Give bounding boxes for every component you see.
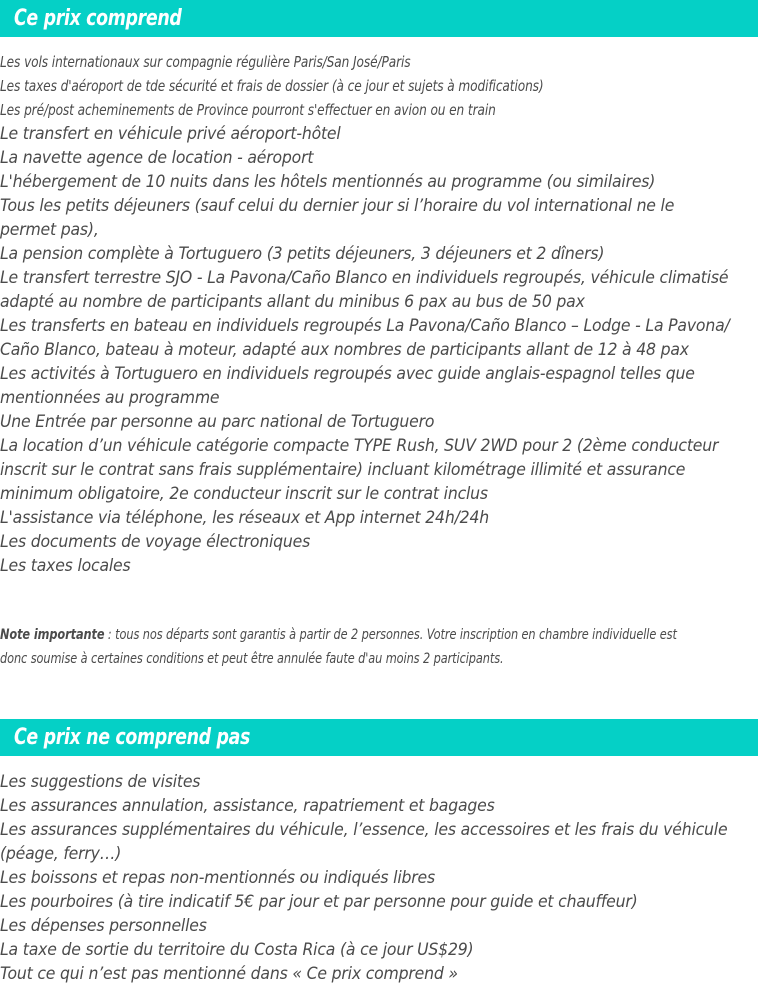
list-item: Le transfert terrestre SJO - La Pavona/Caño Blanco en individuels regroupés, véhicule climatisé [0, 268, 729, 287]
list-item: mentionnées au programme [0, 388, 220, 407]
section-header-excluded [0, 719, 758, 756]
list-item: Les activités à Tortuguero en individuels regroupés avec guide anglais-espagnol telles que [0, 364, 695, 383]
list-item: Les boissons et repas non-mentionnés ou indiqués libres [0, 868, 435, 887]
list-item: Les vols internationaux sur compagnie régulière Paris/San José/Paris [0, 53, 411, 71]
included-items-list [0, 50, 758, 578]
important-note [0, 623, 758, 671]
list-item: adapté au nombre de participants allant du minibus 6 pax au bus de 50 pax [0, 292, 585, 311]
list-item: Les assurances supplémentaires du véhicule, l’essence, les accessoires et les frais du véhicule [0, 820, 728, 839]
section-header-included [0, 0, 758, 37]
list-item: La navette agence de location - aéroport [0, 148, 314, 167]
list-item: L'hébergement de 10 nuits dans les hôtels mentionnés au programme (ou similaires) [0, 172, 656, 191]
list-item: Caño Blanco, bateau à moteur, adapté aux nombres de participants allant de 12 à 48 pax [0, 340, 689, 359]
list-item: (péage, ferry…) [0, 844, 122, 863]
list-item: L'assistance via téléphone, les réseaux et App internet 24h/24h [0, 508, 489, 527]
important-note-line-1 [0, 623, 711, 647]
important-note-line-2: donc soumise à certaines conditions et peut être annulée faute d'au moins 2 participants. [0, 651, 504, 667]
list-item: permet pas), [0, 220, 99, 239]
list-item: La taxe de sortie du territoire du Costa Rica (à ce jour US$29) [0, 940, 474, 959]
list-item: La pension complète à Tortuguero (3 petits déjeuners, 3 déjeuners et 2 dîners) [0, 244, 605, 263]
list-item: Les taxes locales [0, 556, 131, 575]
list-item: Tous les petits déjeuners (sauf celui du dernier jour si l’horaire du vol international ne le [0, 196, 675, 215]
list-item: Le transfert en véhicule privé aéroport-hôtel [0, 124, 341, 143]
excluded-items-list [0, 770, 758, 986]
important-note-lead: Note importante [0, 627, 105, 643]
list-item: Les transferts en bateau en individuels regroupés La Pavona/Caño Blanco – Lodge - La Pavona/ [0, 316, 730, 335]
list-item: Les suggestions de visites [0, 772, 201, 791]
section-header-excluded-title: Ce prix ne comprend pas [14, 724, 251, 750]
list-item: Les assurances annulation, assistance, rapatriement et bagages [0, 796, 495, 815]
section-header-included-title: Ce prix comprend [14, 5, 182, 31]
list-item: Les dépenses personnelles [0, 916, 207, 935]
list-item: La location d’un véhicule catégorie compacte TYPE Rush, SUV 2WD pour 2 (2ème conducteur [0, 436, 719, 455]
list-item: Une Entrée par personne au parc national de Tortuguero [0, 412, 435, 431]
list-item: Les pré/post acheminements de Province pourront s'effectuer en avion ou en train [0, 101, 496, 119]
important-note-line-1-rest: : tous nos départs sont garantis à partir de 2 personnes. Votre inscription en chambre individuelle est [104, 627, 677, 643]
list-item: minimum obligatoire, 2e conducteur inscrit sur le contrat inclus [0, 484, 488, 503]
list-item: inscrit sur le contrat sans frais supplémentaire) incluant kilométrage illimité et assurance [0, 460, 686, 479]
list-item: Les taxes d'aéroport de tde sécurité et frais de dossier (à ce jour et sujets à modifications) [0, 77, 544, 95]
list-item: Les documents de voyage électroniques [0, 532, 311, 551]
list-item: Les pourboires (à tire indicatif 5€ par jour et par personne pour guide et chauffeur) [0, 892, 638, 911]
list-item: Tout ce qui n’est pas mentionné dans « Ce prix comprend » [0, 964, 458, 983]
